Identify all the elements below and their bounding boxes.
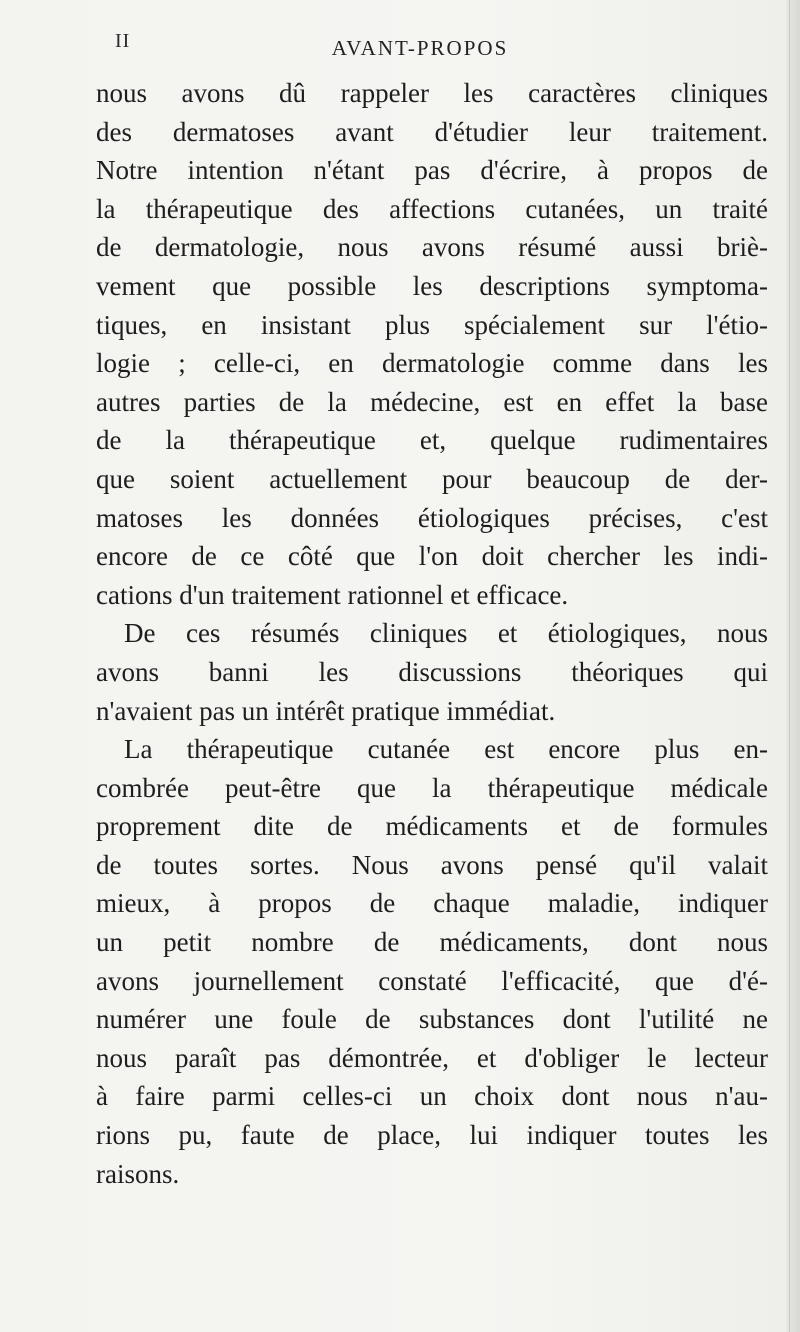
text-line: numérer une foule de substances dont l'utilité ne: [96, 1004, 768, 1035]
text-line: la thérapeutique des affections cutanées, un traité: [96, 193, 768, 224]
text-line: tiques, en insistant plus spécialement sur l'étio-: [96, 309, 768, 340]
text-line: La thérapeutique cutanée est encore plus en-: [124, 734, 768, 765]
body-text: [96, 74, 768, 1193]
text-line: nous avons dû rappeler les caractères cliniques: [96, 78, 768, 108]
text-line: De ces résumés cliniques et étiologiques, nous: [124, 618, 768, 649]
text-line: Notre intention n'étant pas d'écrire, à propos de: [96, 155, 768, 186]
text-line: avons journellement constaté l'efficacité, que d'é-: [96, 965, 768, 996]
paragraph-last-line: raisons.: [96, 1158, 180, 1189]
text-line: matoses les données étiologiques précises, c'est: [96, 502, 768, 533]
paragraph-last-line: n'avaient pas un intérêt pratique immédiat.: [96, 695, 556, 726]
text-line: des dermatoses avant d'étudier leur traitement.: [96, 116, 768, 147]
text-line: que soient actuellement pour beaucoup de der-: [96, 463, 768, 494]
text-line: combrée peut-être que la thérapeutique médicale: [96, 772, 768, 803]
text-line: à faire parmi celles-ci un choix dont nous n'au-: [96, 1081, 768, 1112]
text-line: rions pu, faute de place, lui indiquer toutes les: [96, 1120, 768, 1151]
text-line: logie ; celle-ci, en dermatologie comme dans les: [96, 348, 768, 379]
text-line: mieux, à propos de chaque maladie, indiquer: [96, 888, 768, 919]
text-line: nous paraît pas démontrée, et d'obliger le lecteur: [96, 1042, 768, 1073]
text-line: vement que possible les descriptions symptoma-: [96, 270, 768, 301]
text-line: proprement dite de médicaments et de formules: [96, 811, 768, 842]
text-line: autres parties de la médecine, est en effet la base: [96, 386, 768, 417]
page-number: II: [115, 30, 131, 52]
text-line: de toutes sortes. Nous avons pensé qu'il valait: [96, 849, 768, 880]
text-line: un petit nombre de médicaments, dont nous: [96, 927, 768, 958]
running-title: AVANT-PROPOS: [331, 36, 509, 60]
paragraph-last-line: cations d'un traitement rationnel et efficace.: [96, 579, 569, 610]
text-line: de la thérapeutique et, quelque rudimentaires: [96, 425, 768, 456]
page-edge-line: [789, 0, 790, 1332]
text-line: de dermatologie, nous avons résumé aussi briè-: [96, 232, 768, 263]
text-line: encore de ce côté que l'on doit chercher les indi-: [96, 541, 768, 572]
text-line: avons banni les discussions théoriques qui: [96, 656, 768, 687]
